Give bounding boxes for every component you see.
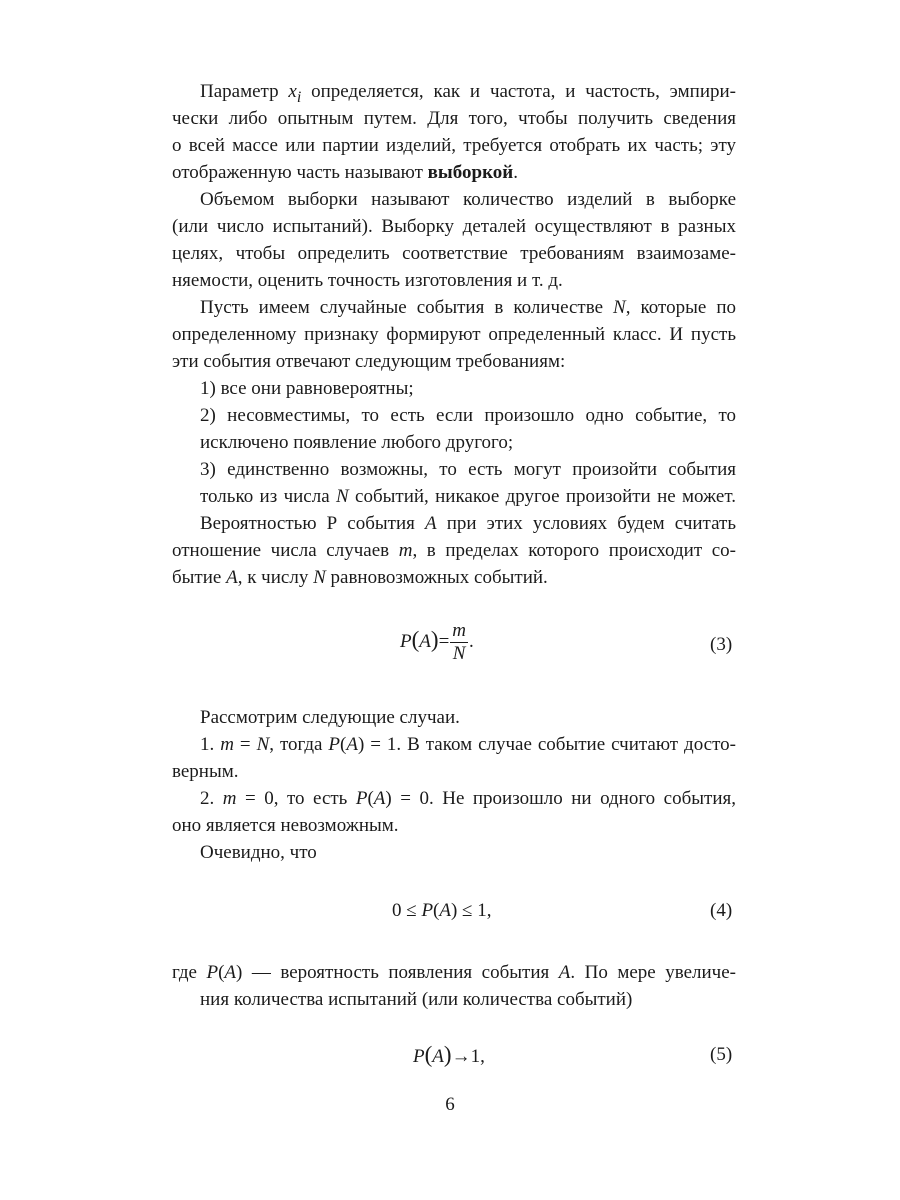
text-run: отображенную часть называют [172,162,428,183]
text-run: только из числа [200,486,336,507]
text-run: ( [340,734,347,755]
text-run: . [513,162,518,183]
text-run: ) = 0. Не произошло ни одного события, [385,788,737,809]
variable-N: N [256,734,270,755]
list-item-3-line-2 [200,483,736,510]
paragraph-1-line-4 [172,159,736,186]
text-run: Пусть имеем случайные события в количестве [200,297,614,318]
variable-m: m [398,540,413,561]
text-run: где [172,962,207,983]
paragraph-5-line-1: Рассмотрим следующие случаи. [200,707,460,728]
bold-term: выборкой [427,162,514,183]
variable-P: P [413,1046,425,1067]
paragraph-4-line-3 [172,564,736,591]
text-run: ( [367,788,374,809]
variable-A: A [439,900,451,921]
paren-open: ( [411,626,420,652]
paragraph-4-line-2 [172,537,736,564]
paragraph-3-line-1 [200,294,736,321]
variable-A: A [432,1046,444,1067]
case-2-line-1 [200,785,736,812]
equation-part: 0 ≤ [392,900,422,921]
subscript-i: i [296,88,302,106]
text-run: ( [218,962,225,983]
case-1-line-2: верным. [172,761,239,782]
variable-A: A [373,788,386,809]
variable-P: P [328,734,341,755]
paragraph-2-line-1: Объемом выборки называют количество изделий в выборке [200,189,736,210]
paragraph-1-line-2: чески либо опытным путем. Для того, чтобы получить сведения [172,108,736,129]
variable-m: m [220,734,234,755]
paragraph-7-line-2: ния количества испытаний (или количества событий) [200,989,633,1010]
equation-part: ) ≤ 1, [450,900,492,921]
equation-number-5: (5) [710,1044,733,1065]
variable-P: P [421,900,434,921]
list-item-1: 1) все они равновероятны; [200,378,414,399]
paren-close: ) [443,1042,452,1067]
arrow-symbol: → [451,1046,471,1067]
text-run: бытие [172,567,227,588]
variable-N: N [336,486,349,507]
variable-x: x [288,81,297,102]
text-run: = [233,734,257,755]
fraction [450,620,468,665]
variable-A: A [425,513,437,534]
paragraph-2-line-4: няемости, оценить точность изготовления и т. д. [172,270,563,291]
paragraph-4-line-1 [200,510,736,537]
text-run: ) = 1. В таком случае событие считают досто- [357,734,736,755]
case-2-line-2: оно является невозможным. [172,815,399,836]
text-run: отношение числа случаев [172,540,399,561]
page-number: 6 [445,1094,455,1115]
text-run: , которые по [625,297,736,318]
equation-part: ( [433,900,440,921]
list-item-3-line-1: 3) единственно возможны, то есть могут произойти события [200,459,736,480]
text-run: равновозможных событий. [325,567,548,588]
equation-number-3: (3) [710,634,733,655]
text-run: , к числу [237,567,314,588]
text-run: . По мере увеличе- [570,962,736,983]
text-run: определяется, как и частота, и частость, эмпири- [301,81,736,102]
equation-5 [413,1042,485,1068]
variable-m: m [222,788,237,809]
text-run: 1. [200,734,221,755]
text-run: ) — вероятность появления события [236,962,559,983]
list-item-2-line-2: исключено появление любого другого; [200,432,514,453]
text-run: Вероятностью Р события [200,513,425,534]
fraction-numerator: m [452,620,467,641]
equation-number-4: (4) [710,900,733,921]
paragraph-2-line-2: (или число испытаний). Выборку деталей осуществляют в разных [172,216,736,237]
equation-tail: 1, [470,1046,485,1067]
variable-A: A [224,962,237,983]
text-run: событий, никакое другое произойти не может. [348,486,736,507]
text-run: , тогда [269,734,329,755]
text-run: , в пределах которого происходит со- [412,540,736,561]
case-1-line-1 [200,731,736,758]
text-run: Параметр [200,81,289,102]
variable-N: N [313,567,326,588]
list-item-2-line-1: 2) несовместимы, то есть если произошло одно событие, то [200,405,736,426]
text-run: 2. [200,788,223,809]
fraction-denominator: N [452,643,466,664]
paren-close: ) [430,626,439,652]
variable-A: A [226,567,238,588]
paragraph-7-line-1 [172,959,736,986]
equation-3 [400,620,474,665]
paragraph-1-line-3: о всей массе или партии изделий, требуется отобрать их часть; эту [172,135,736,156]
text-run: при этих условиях будем считать [436,513,736,534]
variable-N: N [613,297,626,318]
paragraph-3-line-3: эти события отвечают следующим требованиям: [172,351,566,372]
equals-sign: = [438,630,450,652]
paragraph-2-line-3: целях, чтобы определить соответствие требованиям взаимозаме- [172,243,736,264]
variable-P: P [206,962,219,983]
paragraph-6-line-1: Очевидно, что [200,842,317,863]
equation-tail: . [469,630,474,652]
equation-4 [392,900,492,922]
text-run: = 0, то есть [236,788,356,809]
variable-A: A [558,962,571,983]
variable-A: A [346,734,358,755]
paragraph-3-line-2: определенному признаку формируют определенный класс. И пусть [172,324,736,345]
variable-P: P [355,788,368,809]
paren-open: ( [424,1042,433,1067]
variable-P: P [400,630,412,652]
variable-A: A [419,630,431,652]
